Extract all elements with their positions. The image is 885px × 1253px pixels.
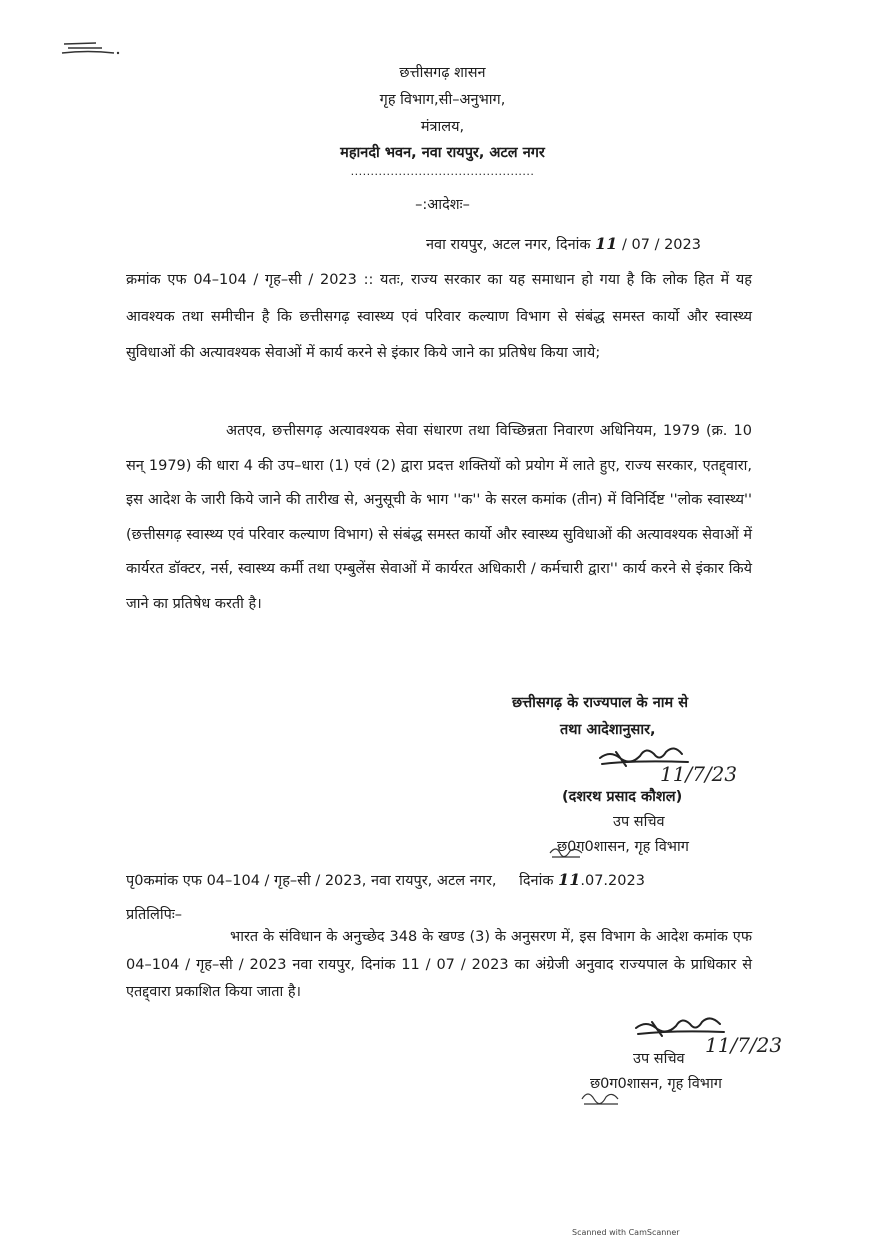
- scanner-footer: Scanned with CamScanner: [572, 1228, 680, 1237]
- signature-2-department: छ0ग0शासन, गृह विभाग: [590, 1076, 722, 1092]
- authority-line-1: छत्तीसगढ़ के राज्यपाल के नाम से: [512, 695, 689, 711]
- signature-1-designation: उप सचिव: [613, 814, 665, 830]
- endorsement-date-label: दिनांक: [519, 873, 554, 889]
- signature-2-designation: उप सचिव: [633, 1051, 685, 1067]
- authority-line-2: तथा आदेशानुसार,: [560, 722, 656, 738]
- signature-1-name: (दशरथ प्रसाद कौशल): [562, 789, 683, 805]
- pen-mark-top-left: [58, 36, 122, 58]
- header-line-1: छत्तीसगढ़ शासन: [399, 65, 486, 81]
- initials-mark-1: [546, 843, 586, 863]
- header-line-3: मंत्रालय,: [420, 119, 465, 135]
- header-line-2: गृह विभाग,सी–अनुभाग,: [379, 92, 506, 108]
- dateline-day-handwritten: 11: [595, 234, 618, 253]
- paragraph-1: क्रमांक एफ 04–104 / गृह–सी / 2023 :: यतः, राज्य सरकार का यह समाधान हो गया है कि लोक हित में यह आवश्यक तथा समीचीन है कि छत्तीसगढ़ स्वास्थ्य एवं परिवार कल्याण विभाग से संबंद्ध समस्त कार्यो और स्वास्थ्य सुविधाओं की अत्यावश्यक सेवाओं में कार्य करने से इंकार किये जाने का प्रतिषेध किया जाये;: [126, 272, 752, 361]
- header-line-4: महानदी भवन, नवा रायपुर, अटल नगर: [340, 145, 545, 161]
- signature-1-date: 11/7/23: [660, 762, 738, 786]
- endorsement-ref-number: पृ0कमांक एफ 04–104 / गृह–सी / 2023, नवा रायपुर, अटल नगर,: [126, 873, 497, 889]
- endorsement-date-day: 11: [558, 870, 581, 889]
- order-title: –:आदेशः–: [415, 197, 470, 213]
- paragraph-2: अतएव, छत्तीसगढ़ अत्यावश्यक सेवा संधारण तथा विच्छिन्नता निवारण अधिनियम, 1979 (क्र. 10 सन् 1979) की धारा 4 की उप–धारा (1) एवं (2) द्वारा प्रदत्त शक्तियों को प्रयोग में लाते हुए, राज्य सरकार, एतद्द्वारा, इस आदेश के जारी किये जाने की तारीख से, अनुसूची के भाग ''क'' के सरल कमांक (तीन) में विनिर्दिष्ट ''लोक स्वास्थ्य'' (छत्तीसगढ़ स्वास्थ्य एवं परिवार कल्याण विभाग) से संबंद्ध समस्त कार्यो और स्वास्थ्य सुविधाओं की अत्यावश्यक सेवाओं में कार्यरत डॉक्टर, नर्स, स्वास्थ्य कर्मी तथा एम्बुलेंस सेवाओं में कार्यरत अधिकारी / कर्मचारी द्वारा'' कार्य करने से इंकार किये जाने का प्रतिषेध करती है।: [126, 423, 752, 612]
- endorsement-date-rest: .07.2023: [580, 873, 645, 889]
- endorsement-body: भारत के संविधान के अनुच्छेद 348 के खण्ड (3) के अनुसरण में, इस विभाग के आदेश कमांक एफ 04–104 / गृह–सी / 2023 नवा रायपुर, दिनांक 11 / 07 / 2023 का अंग्रेजी अनुवाद राज्यपाल के प्राधिकार से एतद्द्वारा प्रकाशित किया जाता है।: [126, 929, 752, 1000]
- dateline: [426, 234, 701, 254]
- dotted-separator: ..............................................: [350, 165, 535, 178]
- dateline-rest: / 07 / 2023: [622, 237, 701, 253]
- copy-label: प्रतिलिपिः–: [126, 907, 183, 923]
- initials-mark-2: [578, 1087, 622, 1109]
- endorsement-reference: [126, 870, 645, 890]
- signature-2-date: 11/7/23: [705, 1033, 783, 1057]
- dateline-prefix: नवा रायपुर, अटल नगर, दिनांक: [426, 237, 591, 253]
- signature-1-department: छ0ग0शासन, गृह विभाग: [557, 839, 689, 855]
